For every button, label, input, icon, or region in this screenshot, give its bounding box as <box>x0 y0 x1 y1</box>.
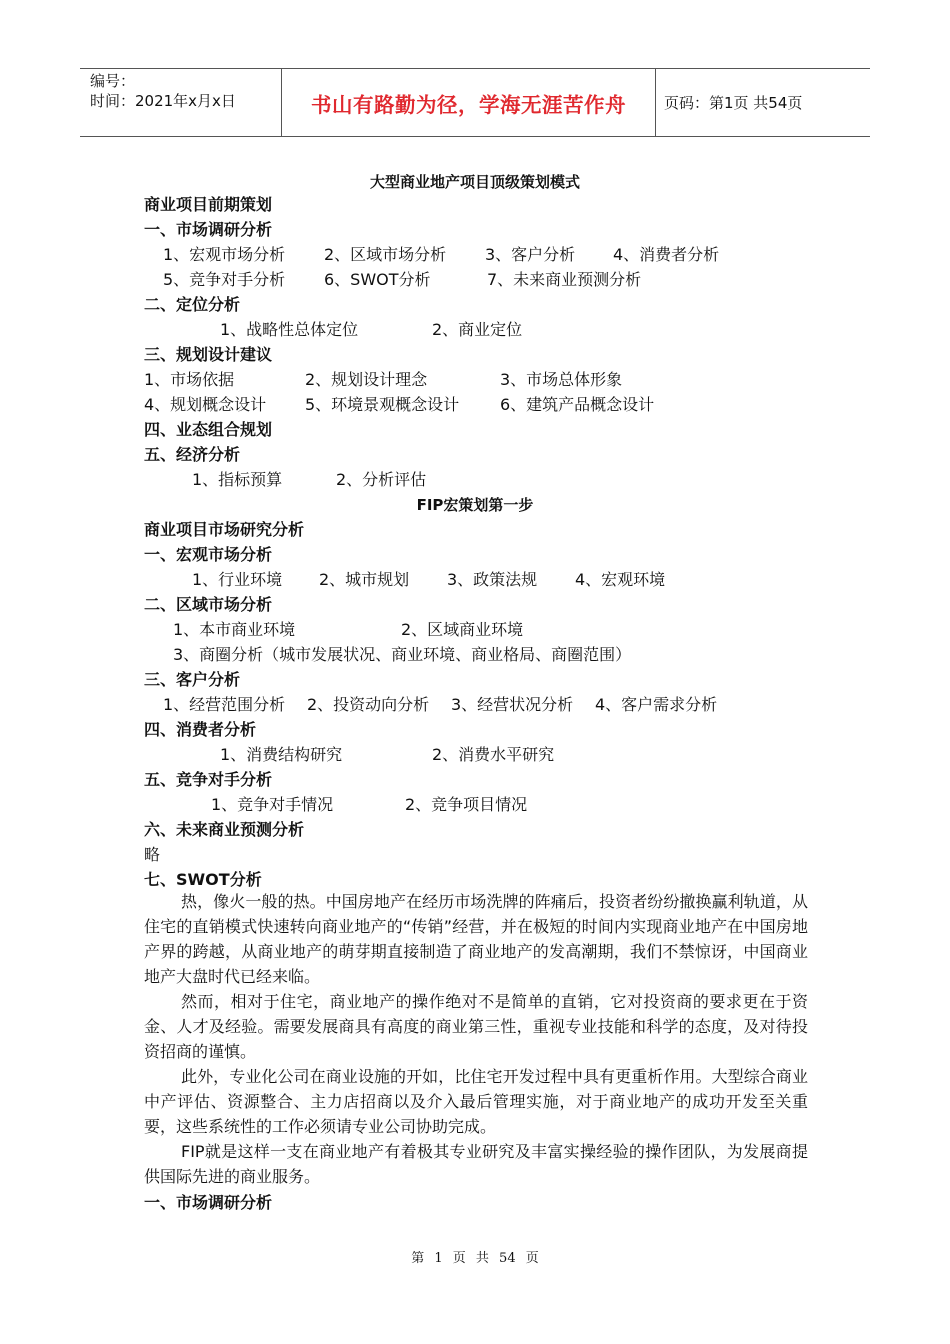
subsection-heading: 六、未来商业预测分析 <box>144 820 305 839</box>
list-item: 1、战略性总体定位 <box>220 320 359 339</box>
list-item: 2、区域市场分析 <box>324 245 447 264</box>
list-item: 3、客户分析 <box>485 245 576 264</box>
list-item: 1、市场依据 <box>144 370 235 389</box>
body-text: 略 <box>144 845 161 864</box>
list-item: 4、消费者分析 <box>613 245 720 264</box>
list-item: 5、竞争对手分析 <box>163 270 286 289</box>
subsection-heading: 一、市场调研分析 <box>144 1193 273 1212</box>
list-item: 2、区域商业环境 <box>401 620 524 639</box>
serial-label: 编号： <box>90 72 136 90</box>
subsection-heading: 一、宏观市场分析 <box>144 545 273 564</box>
list-item: 5、环境景观概念设计 <box>305 395 460 414</box>
page-header <box>80 68 870 137</box>
list-item: 3、经营状况分析 <box>451 695 574 714</box>
paragraph: 此外，专业化公司在商业设施的开如，比住宅开发过程中具有更重析作用。大型综合商业中产评估、资源整合、主力店招商以及介入最后管理实施，对于商业地产的成功开发至关重要，这些系统性的工作必须请专业公司协助完成。 <box>144 1067 808 1136</box>
subsection-heading: 四、消费者分析 <box>144 720 257 739</box>
list-item: 1、行业环境 <box>192 570 283 589</box>
time-label: 时间：2021年x月x日 <box>90 92 236 110</box>
list-item: 2、竞争项目情况 <box>405 795 528 814</box>
list-item: 6、建筑产品概念设计 <box>500 395 655 414</box>
list-item: 7、未来商业预测分析 <box>487 270 642 289</box>
paragraph: 然而，相对于住宅，商业地产的操作绝对不是简单的直销，它对投资商的要求更在于资金、人才及经验。需要发展商具有高度的商业第三性，重视专业技能和科学的态度，及对待投资招商的谨慎。 <box>144 992 808 1061</box>
paragraph: 热，像火一般的热。中国房地产在经历市场洗牌的阵痛后，投资者纷纷撤换赢利轨道，从住宅的直销模式快速转向商业地产的“传销”经营，并在极短的时间内实现商业地产在中国房地产界的跨越，从商业地产的萌芽期直接制造了商业地产的发高潮期，我们不禁惊讶，中国商业地产大盘时代已经来临。 <box>144 892 808 986</box>
header-page-code: 页码：第1页 共54页 <box>664 94 803 112</box>
list-item: 2、分析评估 <box>336 470 427 489</box>
subsection-heading: 五、竞争对手分析 <box>144 770 273 789</box>
list-item: 6、SWOT分析 <box>324 270 431 289</box>
list-item: 2、投资动向分析 <box>307 695 430 714</box>
list-item: 1、竞争对手情况 <box>211 795 334 814</box>
list-item: 3、市场总体形象 <box>500 370 623 389</box>
list-item: 1、宏观市场分析 <box>163 245 286 264</box>
list-item: 3、政策法规 <box>447 570 538 589</box>
list-item: 3、商圈分析（城市发展状况、商业环境、商业格局、商圈范围） <box>173 645 632 664</box>
section-heading: 商业项目前期策划 <box>144 195 273 214</box>
page-footer: 第 1 页 共 54 页 <box>411 1251 539 1266</box>
step-title: FIP宏策划第一步 <box>416 496 534 514</box>
document-title: 大型商业地产项目顶级策划模式 <box>369 173 580 191</box>
subsection-heading: 七、SWOT分析 <box>144 870 262 889</box>
header-motto: 书山有路勤为径，学海无涯苦作舟 <box>311 92 626 117</box>
subsection-heading: 五、经济分析 <box>144 445 241 464</box>
list-item: 1、经营范围分析 <box>163 695 286 714</box>
subsection-heading: 四、业态组合规划 <box>144 420 273 439</box>
subsection-heading: 一、市场调研分析 <box>144 220 273 239</box>
list-item: 4、规划概念设计 <box>144 395 267 414</box>
list-item: 4、宏观环境 <box>575 570 666 589</box>
header-divider <box>655 69 656 136</box>
list-item: 1、指标预算 <box>192 470 283 489</box>
subsection-heading: 二、区域市场分析 <box>144 595 273 614</box>
subsection-heading: 三、规划设计建议 <box>144 345 273 364</box>
subsection-heading: 二、定位分析 <box>144 295 241 314</box>
list-item: 1、消费结构研究 <box>220 745 343 764</box>
list-item: 4、客户需求分析 <box>595 695 718 714</box>
list-item: 2、商业定位 <box>432 320 523 339</box>
section-heading: 商业项目市场研究分析 <box>144 520 305 539</box>
header-meta <box>90 71 236 111</box>
list-item: 1、本市商业环境 <box>173 620 296 639</box>
list-item: 2、城市规划 <box>319 570 410 589</box>
subsection-heading: 三、客户分析 <box>144 670 241 689</box>
paragraph: FIP就是这样一支在商业地产有着极其专业研究及丰富实操经验的操作团队，为发展商提供国际先进的商业服务。 <box>144 1142 808 1186</box>
list-item: 2、规划设计理念 <box>305 370 428 389</box>
list-item: 2、消费水平研究 <box>432 745 555 764</box>
